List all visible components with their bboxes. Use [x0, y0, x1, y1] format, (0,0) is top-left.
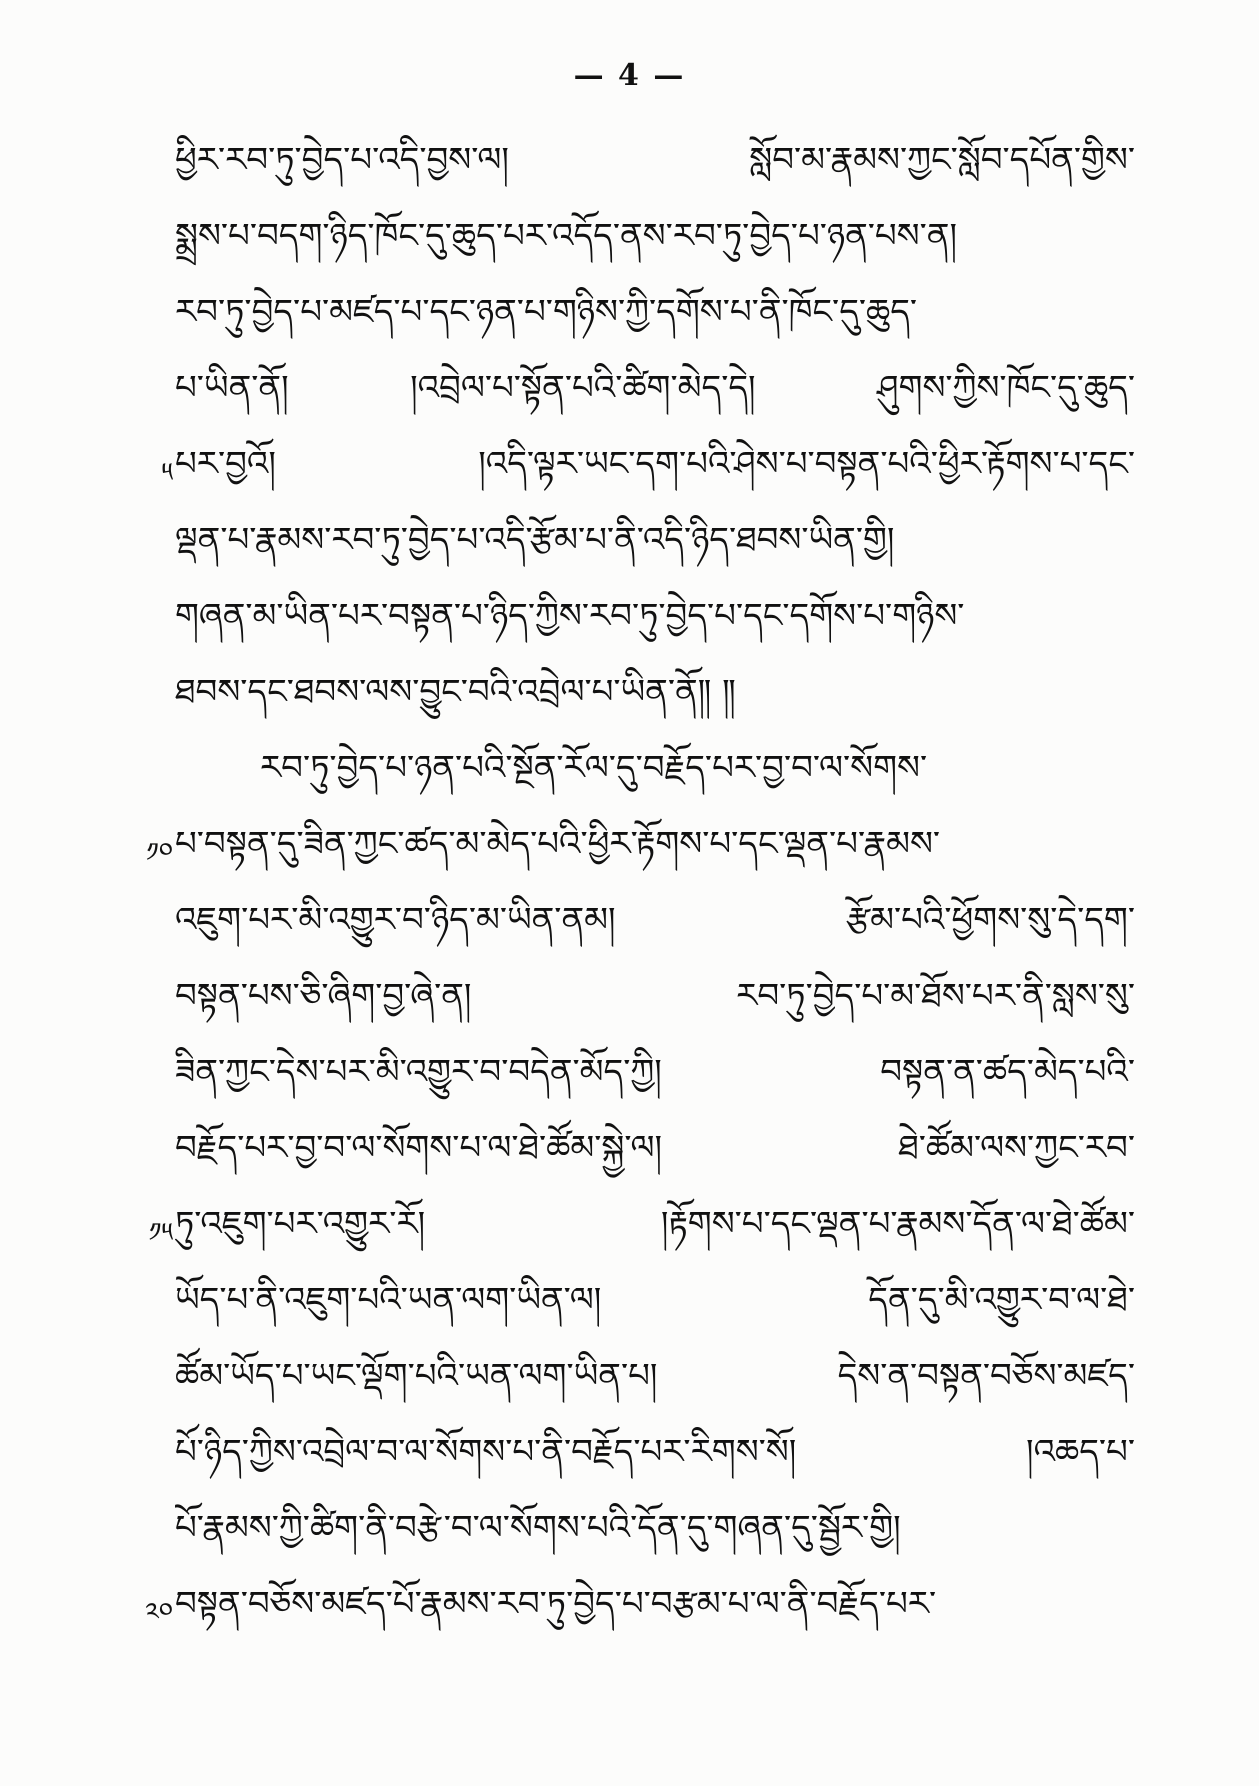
line-text: ལྡན་པ་རྣམས་རབ་ཏུ་བྱེད་པ་འདི་རྩོམ་པ་ནི་འདི་ཉིད་ཐབས་ཡིན་གྱི།: [175, 520, 895, 560]
line-text: འཇུག་པར་མི་འགྱུར་བ་ཉིད་མ་ཡིན་ནམ། རྩོམ་པའི་ཕྱོགས་སུ་དེ་དག་: [175, 900, 1135, 940]
line-text: ཏུ་འཇུག་པར་འགྱུར་རོ། །རྟོགས་པ་དང་ལྡན་པ་རྣམས་དོན་ལ་ཐེ་ཚོམ་: [175, 1204, 1135, 1244]
line-text: བསྟན་བཅོས་མཛད་པོ་རྣམས་རབ་ཏུ་བྱེད་པ་བརྩམ་པ་ལ་ནི་བརྗོད་པར་: [175, 1584, 937, 1624]
text-line: [0, 662, 1259, 734]
line-text: ཕྱིར་རབ་ཏུ་བྱེད་པ་འདི་བྱས་ལ། སློབ་མ་རྣམས་ཀྱང་སློབ་དཔོན་གྱིས་: [175, 140, 1135, 180]
text-line: [0, 1194, 1259, 1266]
text-line: [0, 1422, 1259, 1494]
line-number: ༡༥: [148, 1218, 173, 1248]
line-text: པོ་རྣམས་ཀྱི་ཚིག་ནི་བརྩེ་བ་ལ་སོགས་པའི་དོན་དུ་གཞན་དུ་སྦྱོར་གྱི།: [175, 1508, 901, 1548]
line-text: ཡོད་པ་ནི་འཇུག་པའི་ཡན་ལག་ཡིན་ལ། དོན་དུ་མི་འགྱུར་བ་ལ་ཐེ་: [175, 1280, 1135, 1320]
line-text: པོ་ཉིད་ཀྱིས་འབྲེལ་བ་ལ་སོགས་པ་ནི་བརྗོད་པར་རིགས་སོ། །འཆད་པ་: [175, 1432, 1135, 1472]
text-line: [0, 358, 1259, 430]
text-line: [0, 1270, 1259, 1342]
line-number: ༥: [161, 458, 173, 488]
text-line: [0, 206, 1259, 278]
line-text: ཟིན་ཀྱང་དེས་པར་མི་འགྱུར་བ་བདེན་མོད་ཀྱི། བསྟན་ན་ཚད་མེད་པའི་: [175, 1052, 1135, 1092]
text-line: [0, 1574, 1259, 1646]
text-line: [0, 434, 1259, 506]
page-number: — 4 —: [573, 58, 686, 93]
text-line: [0, 1498, 1259, 1570]
text-line: [0, 1042, 1259, 1114]
text-line: [0, 966, 1259, 1038]
line-number: ༢༠: [145, 1598, 173, 1628]
text-line: [0, 510, 1259, 582]
text-line: [0, 814, 1259, 886]
line-text: ཐབས་དང་ཐབས་ལས་བྱུང་བའི་འབྲེལ་པ་ཡིན་ནོ༎ ༎: [175, 672, 736, 712]
text-line: [0, 1118, 1259, 1190]
line-text: རབ་ཏུ་བྱེད་པ་ཉན་པའི་སྔོན་རོལ་དུ་བརྗོད་པར་བྱ་བ་ལ་སོགས་: [260, 748, 928, 788]
line-text: པ་བསྟན་དུ་ཟིན་ཀྱང་ཚད་མ་མེད་པའི་ཕྱིར་རྟོགས་པ་དང་ལྡན་པ་རྣམས་: [175, 824, 941, 864]
line-text: བརྗོད་པར་བྱ་བ་ལ་སོགས་པ་ལ་ཐེ་ཚོམ་སྐྱེ་ལ། ཐེ་ཚོམ་ལས་ཀྱང་རབ་: [175, 1128, 1135, 1168]
line-text: པར་བྱའོ། །འདི་ལྟར་ཡང་དག་པའི་ཤེས་པ་བསྟན་པའི་ཕྱིར་རྟོགས་པ་དང་: [175, 444, 1135, 484]
text-line: [0, 738, 1259, 810]
line-text: སྨྲས་པ་བདག་ཉིད་ཁོང་དུ་ཆུད་པར་འདོད་ནས་རབ་ཏུ་བྱེད་པ་ཉན་པས་ན།: [175, 216, 957, 256]
line-text: པ་ཡིན་ནོ། །འབྲེལ་པ་སྟོན་པའི་ཚིག་མེད་དེ། ཤུགས་ཀྱིས་ཁོང་དུ་ཆུད་: [175, 368, 1135, 408]
line-number: ༡༠: [146, 838, 173, 868]
line-text: བསྟན་པས་ཅི་ཞིག་བྱ་ཞེ་ན། རབ་ཏུ་བྱེད་པ་མ་ཐོས་པར་ནི་སླས་སུ་: [175, 976, 1135, 1016]
text-line: [0, 130, 1259, 202]
line-text: ཚོམ་ཡོད་པ་ཡང་ལྡོག་པའི་ཡན་ལག་ཡིན་པ། དེས་ན་བསྟན་བཅོས་མཛད་: [175, 1356, 1135, 1396]
line-text: གཞན་མ་ཡིན་པར་བསྟན་པ་ཉིད་ཀྱིས་རབ་ཏུ་བྱེད་པ་དང་དགོས་པ་གཉིས་: [175, 596, 965, 636]
text-line: [0, 282, 1259, 354]
text-line: [0, 890, 1259, 962]
text-line: [0, 1346, 1259, 1418]
line-text: རབ་ཏུ་བྱེད་པ་མཛད་པ་དང་ཉན་པ་གཉིས་ཀྱི་དགོས་པ་ནི་ཁོང་དུ་ཆུད་: [175, 292, 918, 332]
text-line: [0, 586, 1259, 658]
